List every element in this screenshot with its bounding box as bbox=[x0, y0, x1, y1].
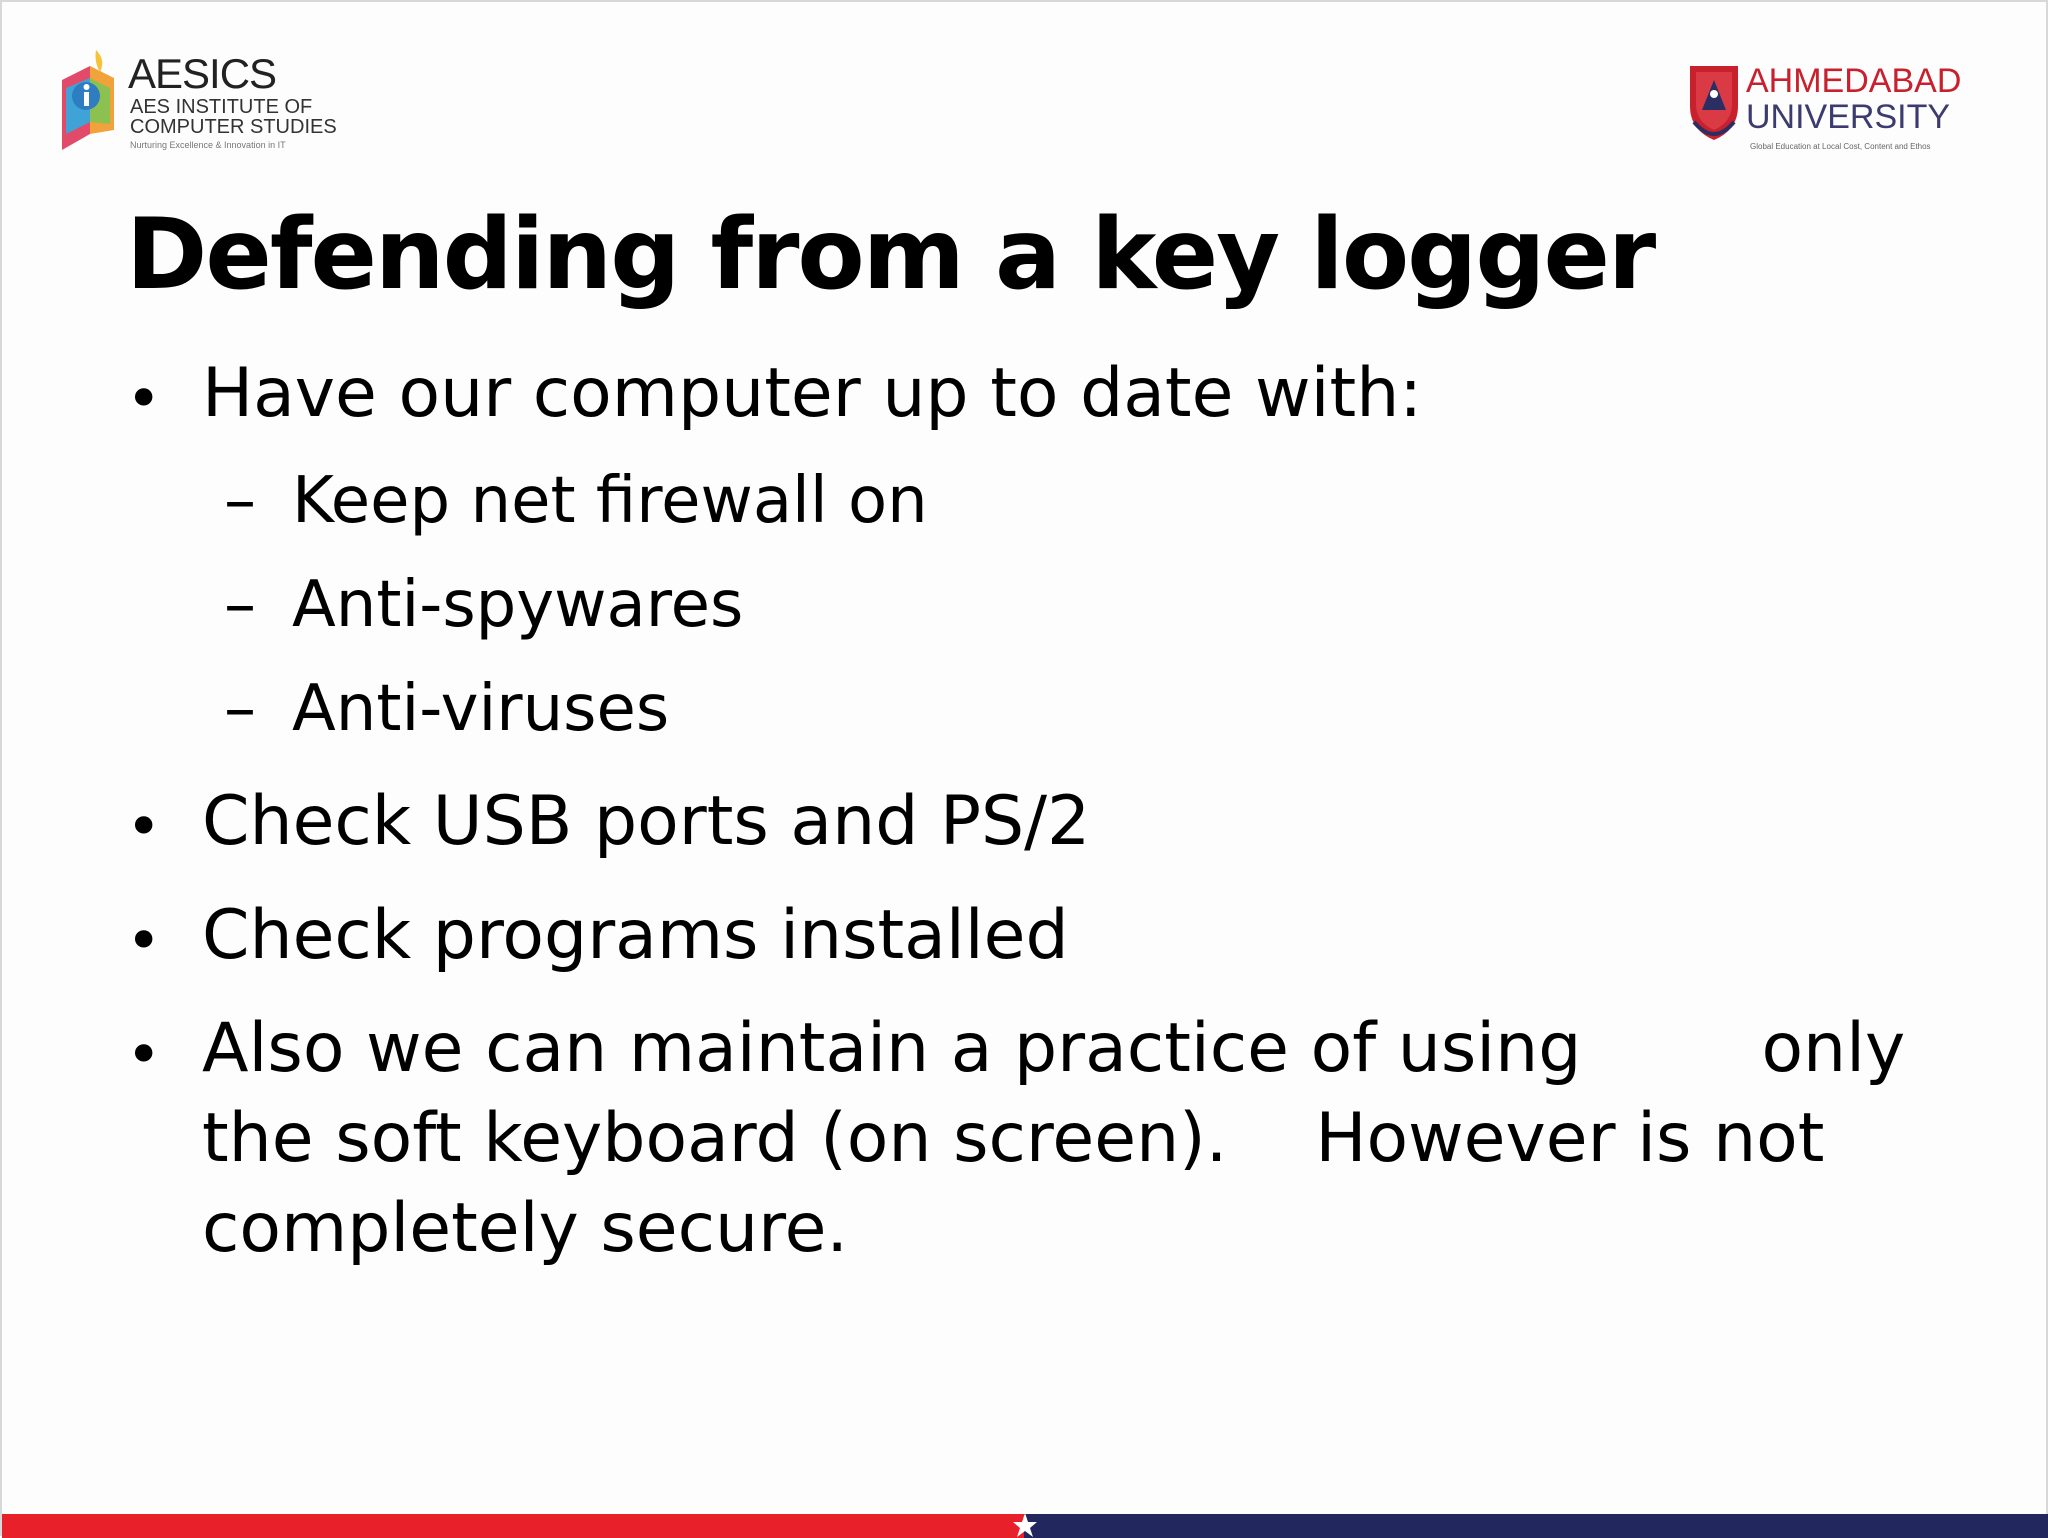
sub-bullet-item: Anti-viruses bbox=[292, 672, 670, 746]
university-shield-icon bbox=[1686, 60, 1742, 144]
aesics-tagline: Nurturing Excellence & Innovation in IT bbox=[130, 140, 286, 150]
aesics-line1: AES INSTITUTE OF bbox=[130, 96, 313, 118]
sub-bullet-item: Keep net firewall on bbox=[292, 464, 928, 538]
footer-bar-blue bbox=[1024, 1514, 2048, 1538]
university-name-line2: UNIVERSITY bbox=[1746, 98, 1951, 136]
aesics-brand: AESICS bbox=[128, 50, 277, 97]
bullet-line-text: However is not bbox=[1315, 1099, 1825, 1178]
university-name-line1: AHMEDABAD bbox=[1746, 62, 1962, 100]
bullet-line-text: only bbox=[1761, 1009, 1906, 1088]
bullet-item: Have our computer up to date with: bbox=[202, 354, 1423, 433]
star-icon bbox=[1012, 1512, 1038, 1538]
bullet-item: Check USB ports and PS/2 bbox=[202, 782, 1091, 861]
bullet-line bbox=[202, 1094, 1905, 1184]
aesics-line2: COMPUTER STUDIES bbox=[130, 116, 337, 138]
bullet-line-text: Also we can maintain a practice of using bbox=[202, 1009, 1582, 1088]
bullet-line-text: the soft keyboard (on screen). bbox=[202, 1099, 1228, 1178]
bullet-marker: • bbox=[126, 792, 162, 862]
footer-bar-red bbox=[2, 1514, 1024, 1538]
bullet-marker: • bbox=[126, 1020, 162, 1090]
bullet-item-multiline bbox=[202, 1004, 1905, 1274]
bullet-line bbox=[202, 1004, 1905, 1094]
bullet-line: completely secure. bbox=[202, 1189, 849, 1268]
aesics-logo bbox=[56, 42, 346, 157]
university-tagline: Global Education at Local Cost, Content and Ethos bbox=[1750, 142, 1931, 151]
bullet-item: Check programs installed bbox=[202, 896, 1069, 975]
sub-bullet-marker: – bbox=[224, 672, 256, 746]
ahmedabad-university-logo bbox=[1686, 60, 1996, 160]
aesics-emblem-icon bbox=[56, 42, 128, 157]
sub-bullet-item: Anti-spywares bbox=[292, 568, 744, 642]
slide-title: Defending from a key logger bbox=[126, 198, 1655, 312]
bullet-marker: • bbox=[126, 906, 162, 976]
sub-bullet-marker: – bbox=[224, 568, 256, 642]
bullet-marker: • bbox=[126, 364, 162, 434]
sub-bullet-marker: – bbox=[224, 464, 256, 538]
